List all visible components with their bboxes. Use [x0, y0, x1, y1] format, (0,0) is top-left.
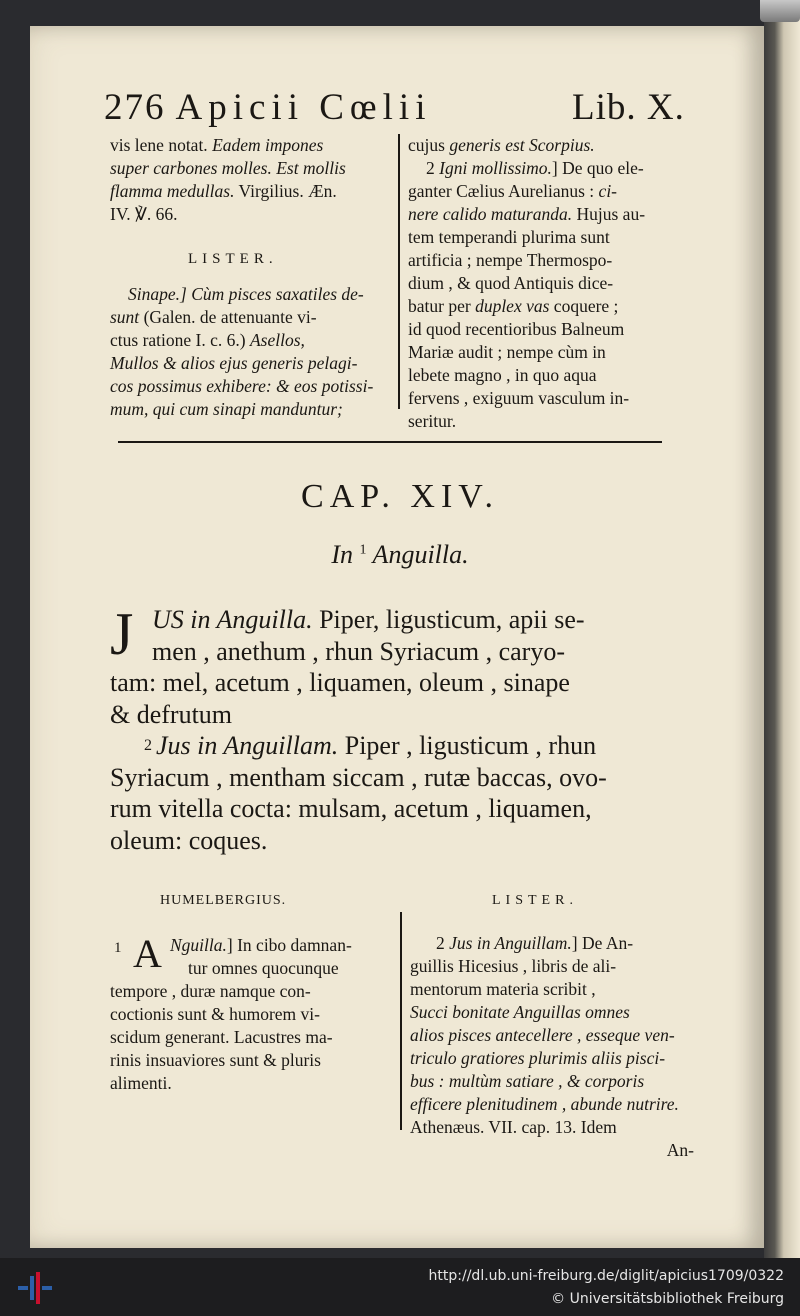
- text-line: scidum generant. Lacustres ma-: [110, 1027, 333, 1047]
- text-line: bus : multùm satiare , & corporis: [410, 1071, 645, 1091]
- bottom-right-column: [410, 932, 694, 1162]
- top-right-column: [408, 134, 690, 433]
- drop-cap: J: [110, 601, 134, 667]
- page-number: 276: [104, 87, 166, 128]
- chapter-subtitle: In $^1$ Anguilla.: [331, 540, 469, 569]
- text-line: Nguilla.] In cibo damnan-: [170, 935, 352, 955]
- text-line: men , anethum , rhun Syriacum , caryo-: [152, 636, 565, 666]
- column-divider: [398, 134, 400, 409]
- text-line: flamma medullas. Virgilius. Æn.: [110, 181, 337, 201]
- text-line: rinis insuaviores sunt & pluris: [110, 1050, 321, 1070]
- text-line: 2 Igni mollissimo.] De quo ele-: [426, 158, 644, 178]
- document-url[interactable]: http://dl.ub.uni-freiburg.de/diglit/apicius1709/0322: [428, 1268, 784, 1284]
- text-line: Syriacum , mentham siccam , rutæ baccas, ovo-: [110, 762, 607, 792]
- text-line: ctus ratione I. c. 6.) Asellos,: [110, 330, 305, 350]
- text-line: IV. ℣. 66.: [110, 204, 178, 224]
- chapter-title: CAP. XIV.: [301, 478, 499, 515]
- text-line: alimenti.: [110, 1073, 172, 1093]
- column-divider: [400, 912, 402, 1130]
- text-line: fervens , exiguum vasculum in-: [408, 388, 630, 408]
- text-line: mentorum materia scribit ,: [410, 979, 596, 999]
- top-left-column: [110, 134, 390, 421]
- text-line: rum vitella cocta: mulsam, acetum , liquamen,: [110, 794, 592, 823]
- text-line: Sinape.] Cùm pisces saxatiles de-: [128, 284, 364, 304]
- text-line: Mullos & alios ejus generis pelagi-: [110, 353, 358, 373]
- section-rule: [118, 441, 662, 443]
- running-title: Apicii Cœlii: [175, 87, 432, 128]
- book-number: Lib. X.: [572, 87, 685, 128]
- running-head: [104, 86, 685, 129]
- text-line: seritur.: [408, 411, 457, 431]
- text-line: guillis Hicesius , libris de ali-: [410, 956, 617, 976]
- text-line: sunt (Galen. de attenuante vi-: [110, 307, 317, 327]
- text-line: vis lene notat. Eadem impones: [110, 135, 324, 155]
- text-line: 2 Jus in Anguillam.] De An-: [436, 933, 634, 953]
- text-line: lebete magno , in quo aqua: [408, 365, 597, 385]
- text-line: US in Anguilla. Piper, ligusticum, apii se-: [152, 605, 585, 634]
- text-line: Succi bonitate Anguillas omnes: [410, 1002, 630, 1022]
- note-number: 1: [114, 940, 122, 956]
- recipe-text: [110, 601, 692, 856]
- bottom-left-column: [110, 931, 392, 1095]
- text-line: dium , & quod Antiquis dice-: [408, 273, 614, 293]
- text-line: Athenæus. VII. cap. 13. Idem: [410, 1117, 617, 1137]
- viewer-footer: [0, 1258, 800, 1316]
- lister-heading: LISTER.: [492, 893, 578, 908]
- text-line: efficere plenitudinem , abunde nutrire.: [410, 1094, 679, 1114]
- text-line: & defrutum: [110, 699, 233, 729]
- catchword: An-: [666, 1140, 694, 1160]
- text-line: tem temperandi plurima sunt: [408, 227, 610, 247]
- text-line: oleum: coques.: [110, 825, 268, 855]
- text-line: super carbones molles. Est mollis: [110, 158, 346, 178]
- text-line: Mariæ audit ; nempe cùm in: [408, 342, 606, 362]
- text-line: alios pisces antecellere , esseque ven-: [410, 1025, 675, 1045]
- text-line: ganter Cælius Aurelianus : ci-: [408, 181, 618, 201]
- page-edge: [764, 0, 800, 1258]
- text-line: tam: mel, acetum , liquamen, oleum , sinape: [110, 668, 570, 697]
- text-line: tempore , duræ namque con-: [110, 981, 311, 1001]
- text-line: cujus generis est Scorpius.: [408, 135, 595, 155]
- copyright-notice: © Universitätsbibliothek Freiburg: [551, 1291, 784, 1307]
- lister-heading: LISTER.: [188, 251, 278, 267]
- text-line: batur per duplex vas coquere ;: [408, 296, 619, 316]
- text-line: nere calido maturanda. Hujus au-: [408, 204, 646, 224]
- text-line: mum, qui cum sinapi manduntur;: [110, 399, 343, 419]
- text-line: coctionis sunt & humorem vi-: [110, 1004, 320, 1024]
- text-line: triculo gratiores plurimis aliis pisci-: [410, 1048, 666, 1068]
- text-line: artificia ; nempe Thermospo-: [408, 250, 613, 270]
- text-line: cos possimus exhibere: & eos potissi-: [110, 376, 374, 396]
- library-logo-icon: [18, 1272, 52, 1304]
- drop-cap: A: [133, 931, 162, 976]
- text-line: id quod recentioribus Balneum: [408, 319, 625, 339]
- binding-clip: [760, 0, 800, 22]
- text-line: tur omnes quocunque: [188, 958, 339, 978]
- text-line: $^2$ Jus in Anguillam. Piper , ligusticum , rhun: [144, 731, 597, 760]
- humelbergius-heading: HUMELBERGIUS.: [160, 893, 287, 908]
